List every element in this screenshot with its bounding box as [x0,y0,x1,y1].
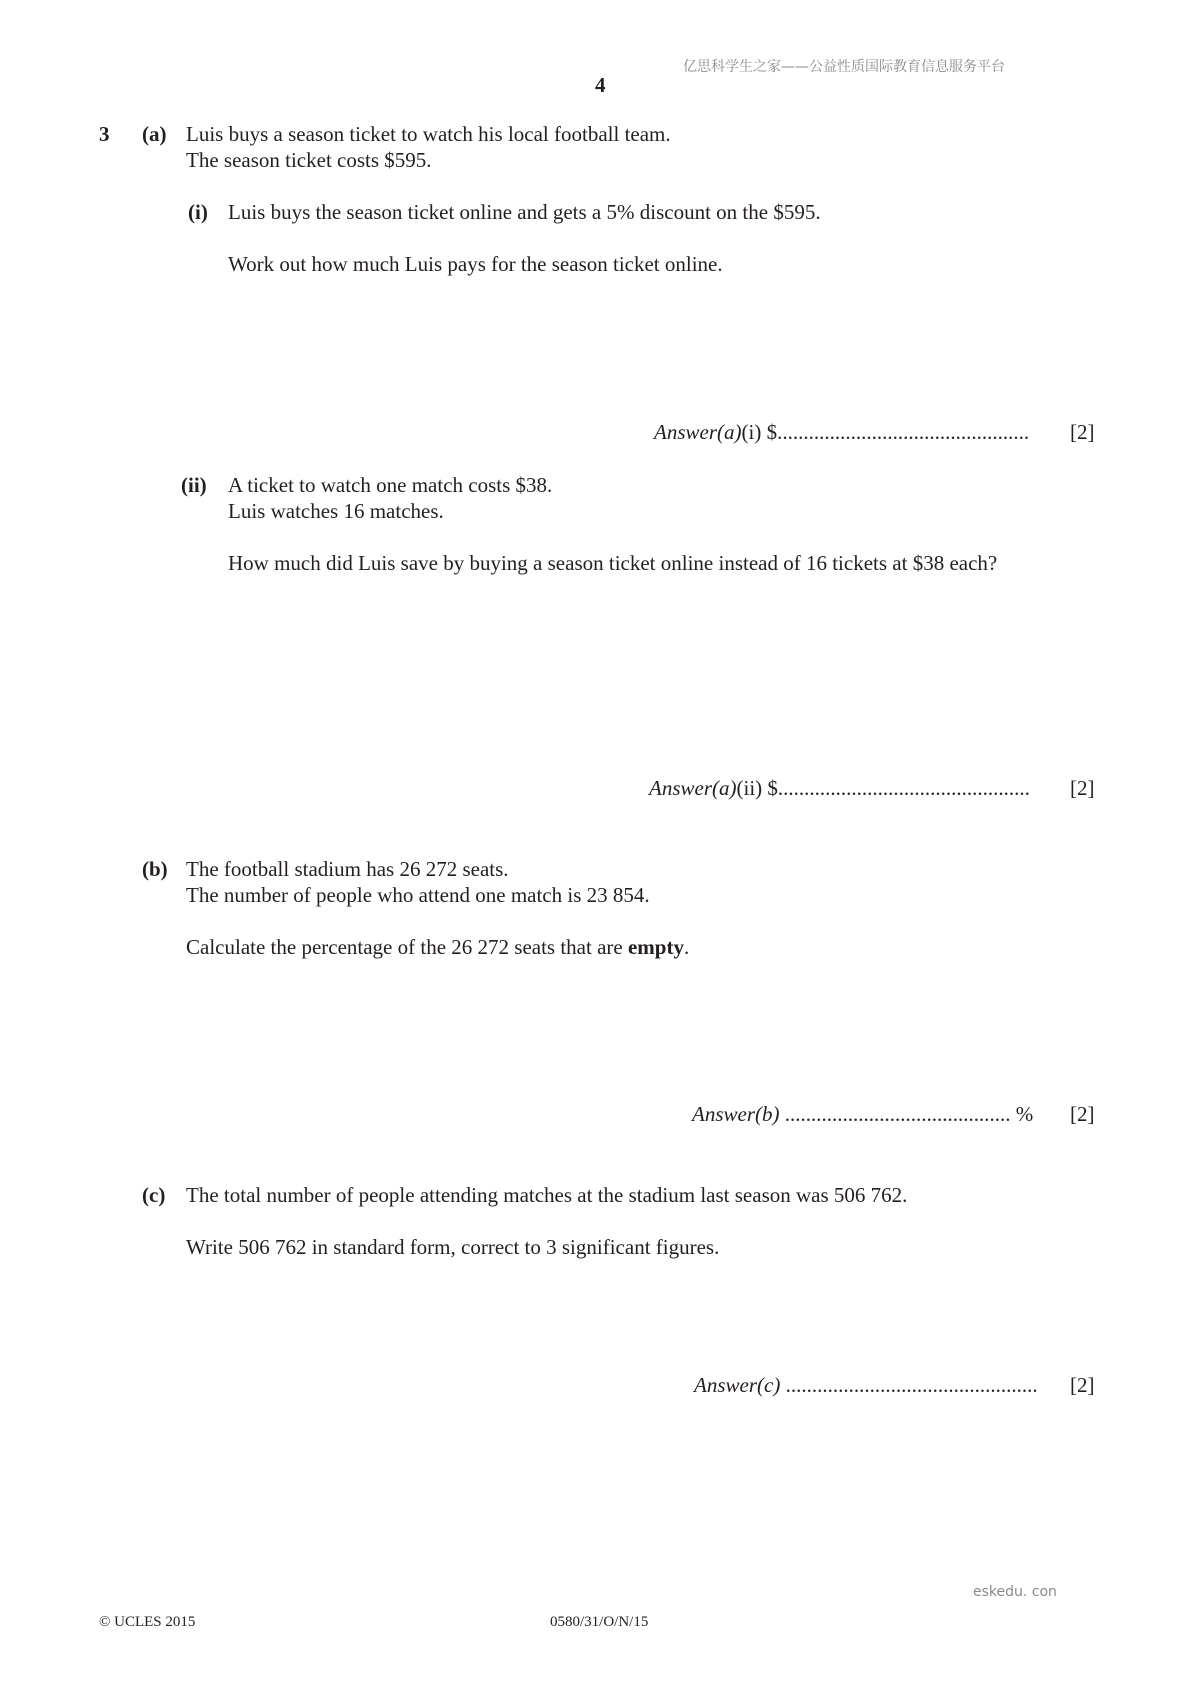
answer-label: Answer(a) [649,776,737,800]
part-c-label: (c) [142,1183,166,1207]
answer-a-i [654,420,1029,445]
paper-code: 0580/31/O/N/15 [550,1614,649,1630]
marks-b: [2] [1070,1102,1095,1126]
answer-line[interactable]: ................................................ [785,1373,1038,1397]
part-a-line2: The season ticket costs $595. [186,148,432,172]
answer-label: Answer(a) [654,420,742,444]
part-a-i-label: (i) [188,200,208,224]
part-c-line2: Write 506 762 in standard form, correct to 3 significant figures. [186,1235,720,1259]
emphasis-empty: empty [627,935,684,959]
watermark-top: 亿思科学生之家——公益性质国际教育信息服务平台 [683,59,1005,75]
part-a-ii-line3: How much did Luis save by buying a season ticket online instead of 16 tickets at $38 each? [228,551,998,575]
watermark-bottom: eskedu. con [973,1584,1057,1600]
answer-a-ii [649,776,1030,801]
answer-label: Answer(c) [694,1373,781,1397]
answer-part: (i) $ [741,420,778,444]
marks-a-i: [2] [1070,420,1095,444]
part-b-line2: The number of people who attend one match is 23 854. [186,883,650,907]
answer-part: (ii) $ [736,776,778,800]
answer-c [694,1373,1038,1398]
part-a-ii-label: (ii) [181,473,207,497]
answer-unit: % [1015,1102,1034,1126]
part-b-label: (b) [142,857,168,881]
part-a-label: (a) [142,122,167,146]
answer-line[interactable]: ................................................ [777,420,1030,444]
answer-b [692,1102,1033,1127]
answer-label: Answer(b) [692,1102,780,1126]
part-c-line1: The total number of people attending matches at the stadium last season was 506 762. [186,1183,908,1207]
answer-line[interactable]: ........................................... [784,1102,1011,1126]
part-a-i-line1: Luis buys the season ticket online and gets a 5% discount on the $595. [228,200,821,224]
answer-line[interactable]: ................................................ [777,776,1030,800]
part-b-line3-text: Calculate the percentage of the 26 272 seats that are [186,935,628,959]
part-b-line3-end: . [683,935,690,959]
part-a-ii-line2: Luis watches 16 matches. [228,499,444,523]
part-a-line1: Luis buys a season ticket to watch his local football team. [186,122,671,146]
marks-c: [2] [1070,1373,1095,1397]
part-b-line1: The football stadium has 26 272 seats. [186,857,509,881]
marks-a-ii: [2] [1070,776,1095,800]
page-number: 4 [595,73,606,97]
part-a-i-line2: Work out how much Luis pays for the season ticket online. [228,252,723,276]
part-a-ii-line1: A ticket to watch one match costs $38. [228,473,553,497]
question-number: 3 [99,122,110,146]
copyright: © UCLES 2015 [99,1614,196,1630]
part-b-line3 [186,934,689,960]
